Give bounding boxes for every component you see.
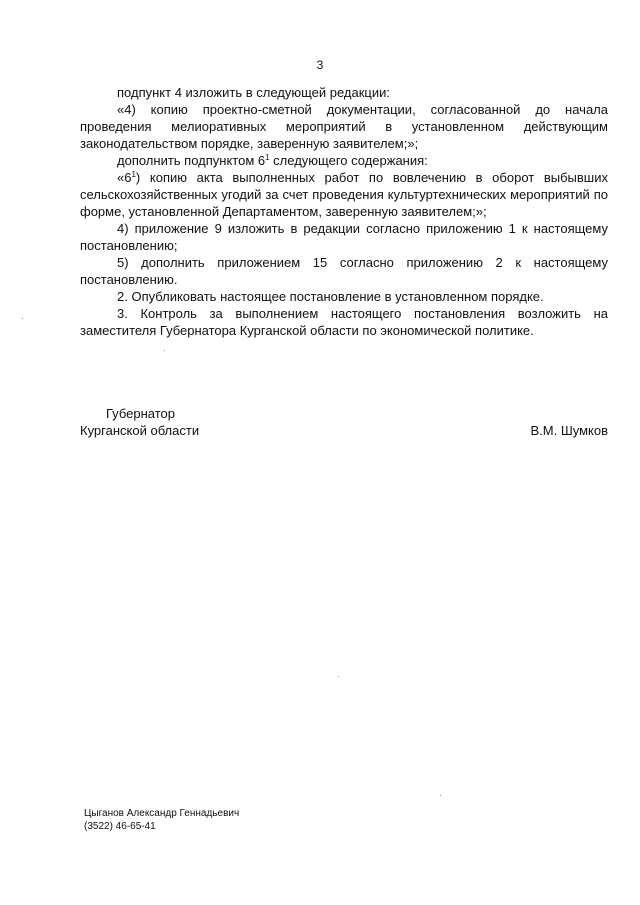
paragraph-clause-2: 2. Опубликовать настоящее постановление в установленном порядке. xyxy=(117,289,544,304)
superscript: 1 xyxy=(265,153,270,162)
scan-speck xyxy=(440,795,441,796)
paragraph-clause-3: 3. Контроль за выполнением настоящего постановления возложить на заместителя Губернатора Курганской области по экономической политике. xyxy=(80,306,608,338)
executor-phone: (3522) 46-65-41 xyxy=(84,821,156,832)
signatory-title xyxy=(80,405,199,439)
superscript: 1 xyxy=(131,170,136,179)
executor-name: Цыганов Александр Геннадьевич xyxy=(84,808,240,819)
paragraph-text-fragment: дополнить подпунктом 6 xyxy=(117,153,266,168)
signatory-name: В.М. Шумков xyxy=(530,423,608,438)
paragraph-subpoint-4-intro: подпункт 4 изложить в следующей редакции: xyxy=(117,85,391,100)
paragraph-text-fragment: следующего содержания: xyxy=(269,153,428,168)
paragraph-text-fragment: «6 xyxy=(117,170,132,185)
scan-speck xyxy=(338,676,339,677)
document-body xyxy=(80,84,608,339)
paragraph-item-4: 4) приложение 9 изложить в редакции согласно приложению 1 к настоящему постановлению; xyxy=(80,221,608,253)
scan-speck xyxy=(164,350,165,351)
paragraph-subpoint-4-text: «4) копию проектно-сметной документации, согласованной до начала проведения мелиоративных мероприятий в установленном действующим законодательством порядке, заверенную заявителем;»; xyxy=(80,102,608,151)
page-number: 3 xyxy=(316,58,324,72)
signatory-title-line-1: Губернатор xyxy=(106,406,175,421)
paragraph-text-fragment: ) копию акта выполненных работ по вовлечению в оборот выбывших сельскохозяйственных угодий за счет проведения культуртехнических мероприятий по форме, установленной Департаментом, заверенную заявителем;»; xyxy=(80,170,608,219)
scan-speck xyxy=(22,318,23,319)
executor-footer xyxy=(84,807,239,833)
signatory-title-line-2: Курганской области xyxy=(80,423,200,438)
paragraph-subpoint-6-1-text xyxy=(80,169,608,220)
paragraph-item-5: 5) дополнить приложением 15 согласно приложению 2 к настоящему постановлению. xyxy=(80,255,608,287)
paragraph-add-subpoint-6-1-intro xyxy=(80,152,608,169)
